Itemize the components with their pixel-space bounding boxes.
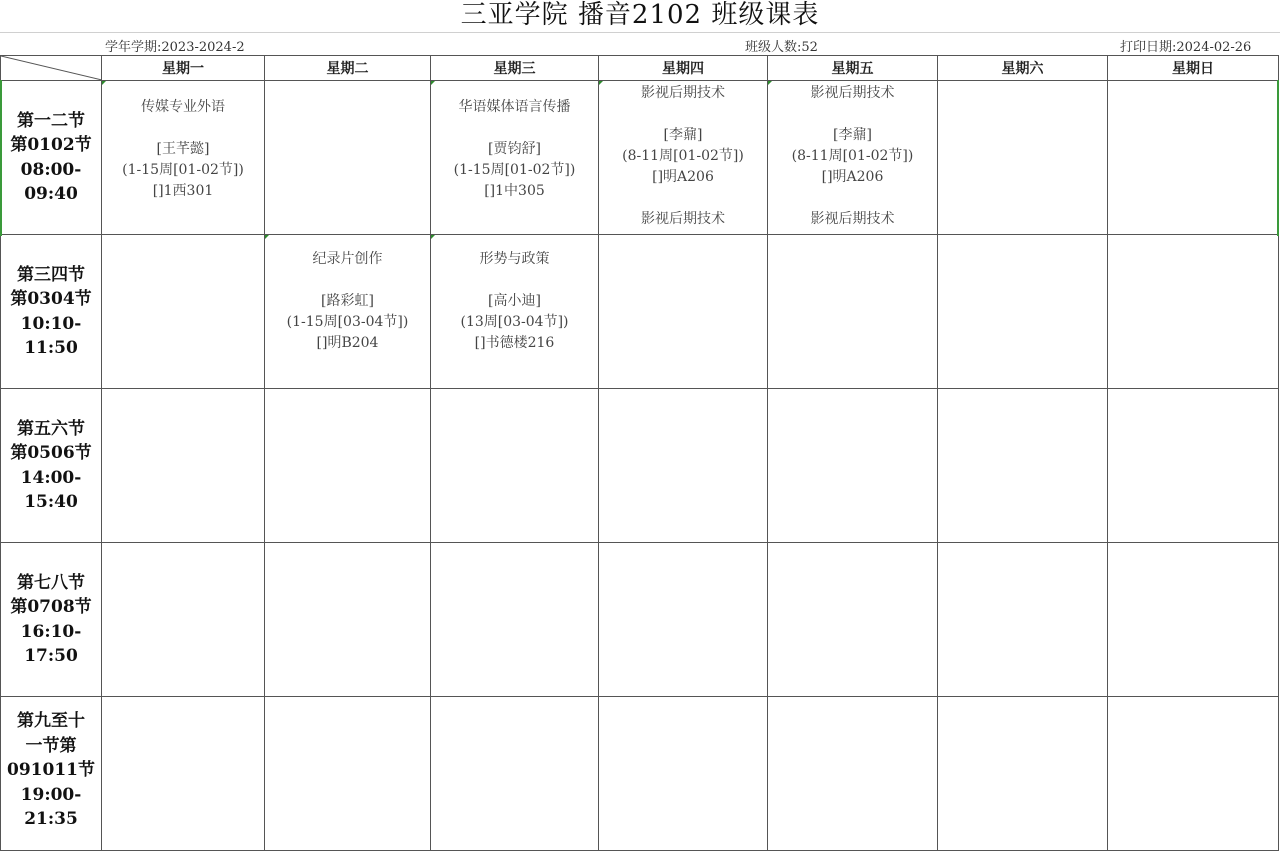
day-header-fri: 星期五 xyxy=(768,56,938,81)
course-entry[interactable] xyxy=(265,235,430,354)
schedule-cell[interactable] xyxy=(938,543,1108,697)
row-selection-marker-right xyxy=(1277,80,1279,236)
course-entry[interactable] xyxy=(431,81,598,202)
corner-marker-icon xyxy=(431,81,435,85)
course-entry[interactable] xyxy=(599,81,767,230)
day-header-thu: 星期四 xyxy=(599,56,768,81)
schedule-cell[interactable] xyxy=(599,81,768,235)
period-label: 第九至十 一节第 091011节 19:00- 21:35 xyxy=(1,697,102,851)
course-entry[interactable] xyxy=(102,81,264,202)
period-row-1 xyxy=(1,81,1279,235)
term-label: 学年学期:2023-2024-2 xyxy=(105,40,245,55)
schedule-cell[interactable] xyxy=(265,235,431,389)
course-name: 华语媒体语言传播 xyxy=(458,99,571,115)
course-name-continued: 影视后期技术 xyxy=(810,211,895,227)
corner-cell xyxy=(1,56,102,81)
schedule-cell[interactable] xyxy=(599,235,768,389)
course-room: []书德楼216 xyxy=(474,335,555,351)
schedule-cell[interactable] xyxy=(431,389,599,543)
schedule-cell[interactable] xyxy=(431,697,599,851)
schedule-cell[interactable] xyxy=(102,81,265,235)
course-name: 传媒专业外语 xyxy=(141,99,225,115)
course-weeks: (8-11周[01-02节]) xyxy=(622,148,744,164)
course-name: 纪录片创作 xyxy=(312,251,383,267)
period-label: 第一二节 第0102节 08:00- 09:40 xyxy=(1,81,102,235)
schedule-cell[interactable] xyxy=(768,543,938,697)
schedule-cell[interactable] xyxy=(1108,697,1279,851)
course-weeks: (8-11周[01-02节]) xyxy=(791,148,914,164)
course-teacher: [王芊懿] xyxy=(156,141,210,157)
period-label: 第七八节 第0708节 16:10- 17:50 xyxy=(1,543,102,697)
schedule-cell[interactable] xyxy=(599,697,768,851)
course-name: 形势与政策 xyxy=(479,251,550,267)
schedule-cell[interactable] xyxy=(265,81,431,235)
corner-marker-icon xyxy=(431,235,435,239)
course-weeks: (1-15周[01-02节]) xyxy=(122,162,244,178)
schedule-cell[interactable] xyxy=(1108,81,1279,235)
schedule-cell[interactable] xyxy=(768,235,938,389)
print-date-label: 打印日期:2024-02-26 xyxy=(1120,40,1252,55)
corner-marker-icon xyxy=(599,81,603,85)
schedule-cell[interactable] xyxy=(1108,389,1279,543)
course-room: []明A206 xyxy=(821,169,884,185)
day-header-wed: 星期三 xyxy=(431,56,599,81)
schedule-cell[interactable] xyxy=(265,389,431,543)
info-bar xyxy=(0,32,1280,56)
course-teacher: [贾钧舒] xyxy=(488,141,541,157)
schedule-cell[interactable] xyxy=(1108,235,1279,389)
schedule-cell[interactable] xyxy=(938,697,1108,851)
schedule-cell[interactable] xyxy=(938,81,1108,235)
class-count-label: 班级人数:52 xyxy=(745,40,818,55)
diagonal-line-icon xyxy=(1,56,102,80)
day-header-mon: 星期一 xyxy=(102,56,265,81)
corner-marker-icon xyxy=(265,235,269,239)
course-name: 影视后期技术 xyxy=(641,85,725,101)
course-weeks: (13周[03-04节]) xyxy=(460,314,569,330)
course-teacher: [路彩虹] xyxy=(321,293,374,309)
schedule-cell[interactable] xyxy=(431,543,599,697)
schedule-cell[interactable] xyxy=(938,389,1108,543)
course-room: []明B204 xyxy=(316,335,379,351)
schedule-cell[interactable] xyxy=(599,543,768,697)
day-header-sun: 星期日 xyxy=(1108,56,1279,81)
course-weeks: (1-15周[03-04节]) xyxy=(286,314,409,330)
period-row-3 xyxy=(1,389,1279,543)
schedule-cell[interactable] xyxy=(768,81,938,235)
header-row xyxy=(1,56,1279,81)
schedule-cell[interactable] xyxy=(599,389,768,543)
day-header-tue: 星期二 xyxy=(265,56,431,81)
period-row-5 xyxy=(1,697,1279,851)
schedule-cell[interactable] xyxy=(265,697,431,851)
course-teacher: [李鼐] xyxy=(833,127,872,143)
schedule-cell[interactable] xyxy=(768,697,938,851)
course-weeks: (1-15周[01-02节]) xyxy=(453,162,576,178)
schedule-cell[interactable] xyxy=(938,235,1108,389)
corner-marker-icon xyxy=(102,81,106,85)
schedule-cell[interactable] xyxy=(431,81,599,235)
course-name: 影视后期技术 xyxy=(810,85,895,101)
course-name-continued: 影视后期技术 xyxy=(641,211,725,227)
course-room: []1中305 xyxy=(484,183,545,199)
course-teacher: [高小迪] xyxy=(488,293,541,309)
course-teacher: [李鼐] xyxy=(663,127,703,143)
schedule-cell[interactable] xyxy=(431,235,599,389)
period-row-2 xyxy=(1,235,1279,389)
schedule-cell[interactable] xyxy=(102,543,265,697)
row-selection-marker-left xyxy=(0,80,2,236)
schedule-cell[interactable] xyxy=(1108,543,1279,697)
period-row-4 xyxy=(1,543,1279,697)
schedule-cell[interactable] xyxy=(768,389,938,543)
period-label: 第五六节 第0506节 14:00- 15:40 xyxy=(1,389,102,543)
period-label: 第三四节 第0304节 10:10- 11:50 xyxy=(1,235,102,389)
schedule-cell[interactable] xyxy=(265,543,431,697)
day-header-sat: 星期六 xyxy=(938,56,1108,81)
page-title: 三亚学院 播音2102 班级课表 xyxy=(460,0,820,30)
course-room: []明A206 xyxy=(652,169,714,185)
corner-marker-icon xyxy=(768,81,772,85)
course-entry[interactable] xyxy=(768,81,937,230)
course-room: []1西301 xyxy=(152,183,214,199)
schedule-cell[interactable] xyxy=(102,389,265,543)
course-entry[interactable] xyxy=(431,235,598,354)
schedule-cell[interactable] xyxy=(102,235,265,389)
schedule-cell[interactable] xyxy=(102,697,265,851)
schedule-table xyxy=(0,55,1279,851)
